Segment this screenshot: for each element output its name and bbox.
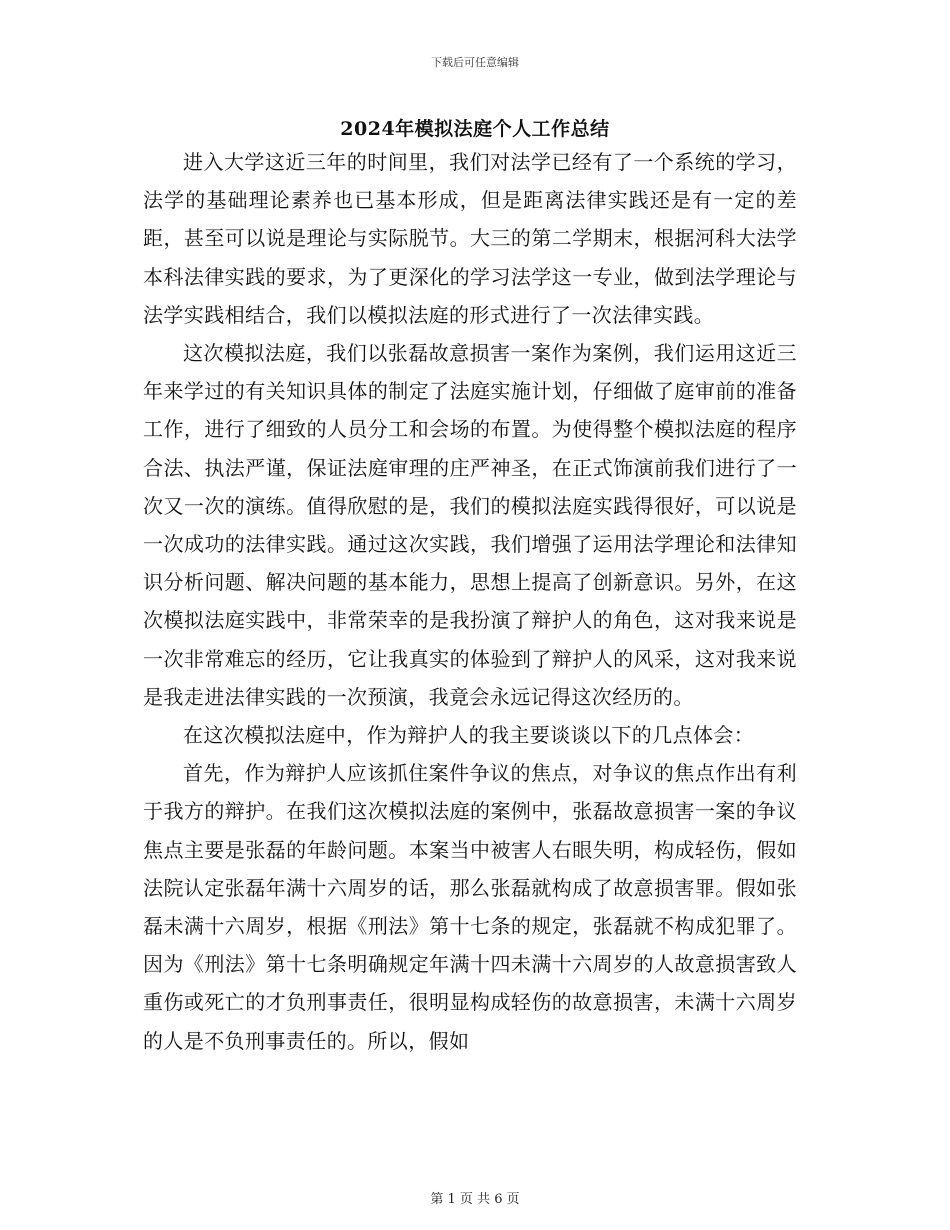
document-body xyxy=(143,143,797,1060)
paragraph-intro: 进入大学这近三年的时间里，我们对法学已经有了一个系统的学习，法学的基础理论素养也已基本形成，但是距离法律实践还是有一定的差距，甚至可以说是理论与实际脱节。大三的第二学期末，根据河科大法学本科法律实践的要求，为了更深化的学习法学这一专业，做到法学理论与法学实践相结合，我们以模拟法庭的形式进行了一次法律实践。 xyxy=(143,150,797,327)
paragraph-first-point: 首先，作为辩护人应该抓住案件争议的焦点，对争议的焦点作出有利于我方的辩护。在我们这次模拟法庭的案例中，张磊故意损害一案的争议焦点主要是张磊的年龄问题。本案当中被害人右眼失明，构成轻伤，假如法院认定张磊年满十六周岁的话，那么张磊就构成了故意损害罪。假如张磊未满十六周岁，根据《刑法》第十七条的规定，张磊就不构成犯罪了。因为《刑法》第十七条明确规定年满十四未满十六周岁的人故意损害致人重伤或死亡的才负刑事责任，很明显构成轻伤的故意损害，未满十六周岁的人是不负刑事责任的。所以，假如 xyxy=(143,761,797,1053)
page-footer: 第 1 页 共 6 页 xyxy=(430,1192,520,1207)
header-note: 下载后可任意编辑 xyxy=(431,56,519,69)
paragraph-reflections-lead: 在这次模拟法庭中，作为辩护人的我主要谈谈以下的几点体会： xyxy=(183,723,755,748)
document-title: 2024年模拟法庭个人工作总结 xyxy=(340,118,610,140)
paragraph-moot-court: 这次模拟法庭，我们以张磊故意损害一案作为案例，我们运用这近三年来学过的有关知识具体的制定了法庭实施计划，仔细做了庭审前的准备工作，进行了细致的人员分工和会场的布置。为使得整个模拟法庭的程序合法、执法严谨，保证法庭审理的庄严神圣，在正式饰演前我们进行了一次又一次的演练。值得欣慰的是，我们的模拟法庭实践得很好，可以说是一次成功的法律实践。通过这次实践，我们增强了运用法学理论和法律知识分析问题、解决问题的基本能力，思想上提高了创新意识。另外，在这次模拟法庭实践中，非常荣幸的是我扮演了辩护人的角色，这对我来说是一次非常难忘的经历，它让我真实的体验到了辩护人的风采，这对我来说是我走进法律实践的一次预演，我竟会永远记得这次经历的。 xyxy=(143,341,797,709)
